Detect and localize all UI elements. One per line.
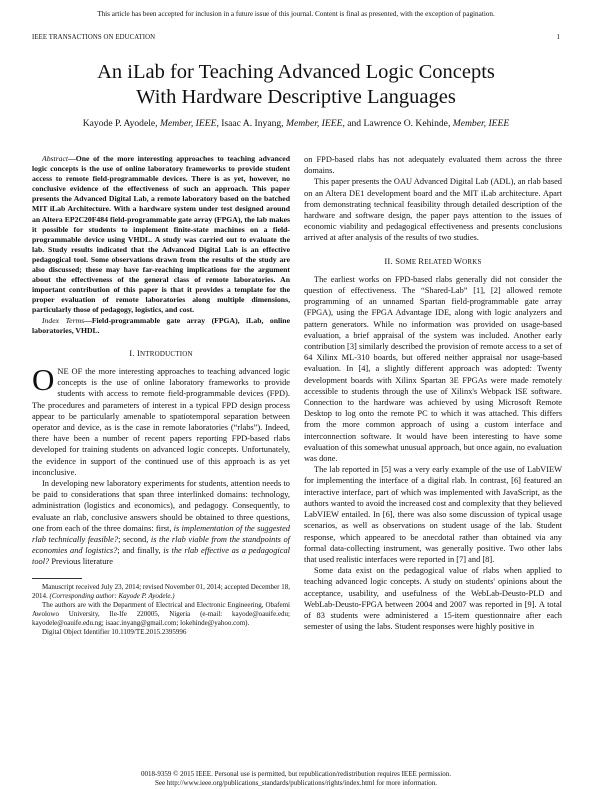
page-number: 1: [556, 34, 560, 41]
author-1-name: Kayode P. Ayodele,: [82, 118, 160, 129]
intro-paragraph-1: [32, 361, 290, 478]
section-2-w3-rest: ORKS: [462, 257, 482, 266]
copyright-notice: [0, 770, 592, 788]
intro-paragraph-2: [32, 478, 290, 568]
index-terms-label: Index Terms: [42, 315, 85, 325]
index-terms: [32, 316, 290, 336]
section-2-w1-initial: S: [395, 255, 401, 266]
footnote-divider: [32, 578, 82, 579]
section-1-numeral: I.: [129, 347, 137, 358]
right-paragraph-3: The earliest works on FPD-based rlabs generally did not consider the question of effectiveness. The “Shared-Lab” [1], [2] allowed remote programming of an unnamed Spartan field-programmable gate array (FPGA), using the FPGA Advantage IDE, along with logic analyzers and pattern generators. While no information was provided on usage-based evaluation, a brief appraisal of the system was included. Another early contribution [3] similarly described the provision of remote access to a set of 64 Xilinx ML-310 boards, but offered neither appraisal nor usage-based evaluation. In [4], a slightly different approach was adopted: Twenty development boards with Xilinx Spartan 3E FPGAs were made remotely accessible to students through the use of Xilinx's Webpack ISE software. Connection to the hardware was achieved by using Microsoft Remote Desktop to log onto the remote PC to which it was attached. This differs from the more common approach of using a custom interface and interconnection software. It would have been interesting to have some evaluation of this somewhat unusual approach, but once again, no evaluation was done.: [304, 274, 562, 464]
journal-name: IEEE TRANSACTIONS ON EDUCATION: [32, 34, 156, 41]
footnote-doi: Digital Object Identifier 10.1109/TE.2015.2395996: [42, 627, 187, 636]
intro-question-1: is implementation of the suggested rlab technically feasible?: [32, 523, 290, 544]
author-3-name: , and Lawrence O. Kehinde,: [342, 118, 453, 129]
index-terms-text: Field-programmable gate array (FPGA), iLab, online laboratories, VHDL.: [32, 315, 290, 335]
section-2-w1-rest: OME: [400, 257, 419, 266]
abstract-text: One of the more interesting approaches to teaching advanced logic concepts is the use of online laboratory frameworks to provide student access to remote field-programmable devices. There is as yet, however, no conclusive evidence of the effectiveness of such an approach. This paper presents the Advanced Digital Lab, a remote laboratory based on the batched MIT iLab Architecture. With a hardware system under test designed around an Altera EP2C20F484 field-programmable gate array (FPGA), the lab makes it possible for students to implement finite-state machines on a field-programmable device using VHDL. A study was carried out to evaluate the lab. Study results indicated that the Advanced Digital Lab is an effective pedagogical tool. Some observations drawn from the results of the study are also discussed; these may have far-reaching implications for the argument about the effectiveness of the general class of remote laboratories. An important contribution of this paper is that it provides a template for the proper evaluation of remote laboratories along multiple dimensions, particularly those of pedagogy, logistics, and cost.: [32, 154, 290, 315]
footnotes: [32, 583, 290, 637]
section-heading-related-works: [304, 256, 562, 268]
title-line-1: An iLab for Teaching Advanced Logic Concepts: [97, 61, 495, 83]
footnote-affiliation: The authors are with the Department of Electrical and Electronic Engineering, Obafemi Awolowo University, Ile-Ife 220005, Nigeria (e-mail: kayode@oauife.edu; kayodele@oauife.edu.ng; isaac.inyang@gmail.com; lokehinde@yahoo.com).: [32, 600, 290, 627]
intro-p2-part-4: Previous literature: [49, 557, 113, 567]
running-head: [32, 34, 560, 41]
intro-p2-part-1: In developing new laboratory experiments for students, attention needs to be paid to considerations that span three interlinked domains: technology, administration (logistics and economics), and pedagogy. Consequently, to evaluate an rlab, conclusive answers should be obtained to three questions, one from each of the three domains: first,: [32, 478, 290, 533]
right-paragraph-2: This paper presents the OAU Advanced Digital Lab (ADL), an rlab based on an Altera DE1 development board and the MIT iLab architecture. Apart from demonstrating technical feasibility through detailed description of the hardware and software design, the paper pays attention to the issues of economic viability and pedagogical effectiveness and presents conclusions arrived at after analysis of the results of two studies.: [304, 177, 562, 243]
intro-p2-part-2: ; second,: [118, 534, 151, 544]
abstract: [32, 154, 290, 316]
intro-question-2: is the rlab viable from the standpoints of economies and logistics?: [32, 534, 291, 556]
abstract-dash: —: [68, 154, 76, 163]
intro-p2-part-3: ; and finally,: [117, 546, 164, 556]
footnote-corresponding-author: (Corresponding author: Kayode P. Ayodele.): [49, 591, 175, 600]
right-paragraph-1: on FPD-based rlabs has not adequately evaluated them across the three domains.: [304, 155, 562, 176]
right-paragraph-5: Some data exist on the pedagogical value of rlabs when applied to teaching advanced logic concepts. A study on students' opinions about the acceptance, usability, and usefulness of the WebLab-Deusto-PLD and WebLab-Deusto-FPGA between 2004 and 2007 was reported in [9]. A total of 83 students were administered a 15-item questionnaire after each semester of using the labs. Student responses were highly positive in: [304, 566, 562, 632]
drop-cap: O: [32, 361, 55, 397]
intro-question-3: is the rlab effective as a pedagogical tool?: [32, 546, 290, 567]
author-list: [0, 118, 592, 129]
right-column: [304, 154, 562, 632]
footnote-dates: Manuscript received July 23, 2014; revised November 01, 2014; accepted December 18, 2014.: [32, 582, 290, 600]
author-1-role: Member, IEEE: [159, 118, 217, 129]
author-2-name: , Isaac A. Inyang,: [216, 118, 286, 129]
index-terms-dash: —: [84, 315, 92, 325]
section-2-w2-initial: R: [418, 255, 425, 266]
acceptance-notice: This article has been accepted for inclusion in a future issue of this journal. Content is final as presented, with the exception of pagination.: [97, 10, 495, 18]
copyright-line-2: See http://www.ieee.org/publications_standards/publications/rights/index.html for more information.: [154, 779, 438, 787]
author-3-role: Member, IEEE: [452, 118, 510, 129]
section-2-w2-rest: ELATED: [424, 257, 454, 266]
section-2-w3-initial: W: [453, 255, 463, 266]
section-1-head-rest: NTRODUCTION: [140, 349, 193, 358]
author-2-role: Member, IEEE: [285, 118, 343, 129]
paper-title: [0, 60, 592, 110]
title-line-2: With Hardware Descriptive Languages: [136, 86, 456, 108]
copyright-line-1: 0018-9359 © 2015 IEEE. Personal use is permitted, but republication/redistribution requires IEEE permission.: [141, 770, 451, 778]
footnote-manuscript: [32, 583, 290, 601]
right-paragraph-4: The lab reported in [5] was a very early example of the use of LabVIEW for implementing the interface of a digital rlab. In contrast, [6] featured an interactive interface, part of which was implemented with JavaScript, as the authors wanted to avoid the increased cost and complexity that they believed LabVIEW entailed. In [6], there was also some discussion of typical usage scenarios, as well as observations on student usage of the lab. Student response, which appeared to be anecdotal rather than obtained via any formal data-collecting instrument, was generally positive. Two other labs that used realistic interfaces were reported in [7] and [8].: [304, 465, 562, 564]
section-1-head-initial: I: [136, 347, 141, 358]
abstract-label: Abstract: [42, 154, 69, 163]
section-2-numeral: II.: [384, 255, 396, 266]
section-heading-introduction: [32, 348, 290, 360]
left-column: [32, 154, 290, 637]
intro-paragraph-1-text: NE OF the more interesting approaches to teaching advanced logic concepts is the use of online laboratory frameworks to provide students with access to remote field-programmable devices (FPD). The procedures and parameters of interest in a typical FPD design process appear to be particularly amenable to spatiotemporal separation between operator and device, as is the case in remote laboratories (“rlabs”). Indeed, there have been a number of recent papers reporting FPD-based rlabs developed for training students on advanced logic concepts. Unfortunately, the evidence in support of the continued use of this approach is as yet inconclusive.: [32, 366, 290, 477]
